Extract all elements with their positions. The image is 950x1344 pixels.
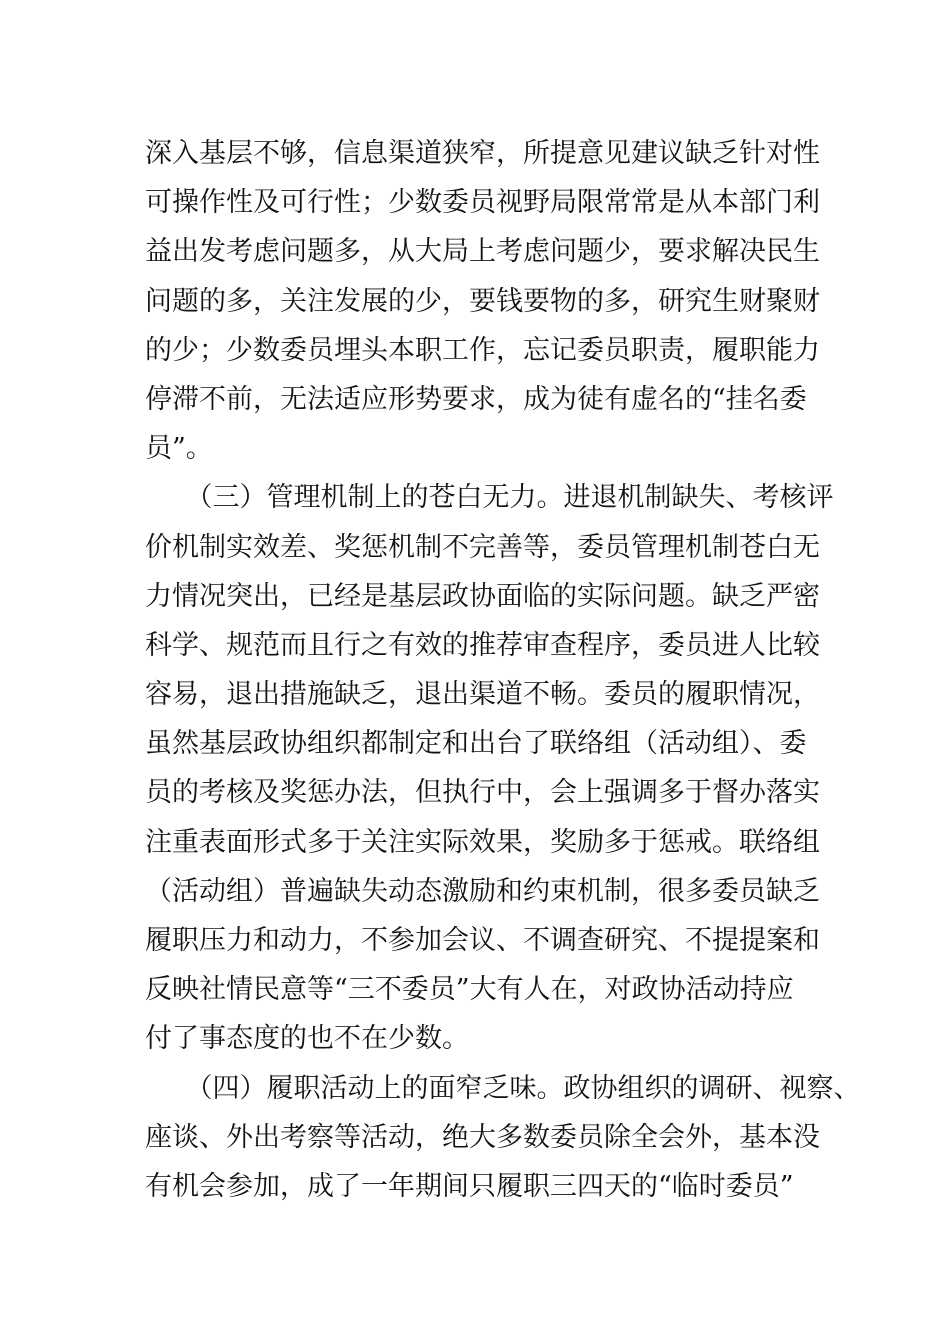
text-line: 可操作性及可行性；少数委员视野局限常常是从本部门利 (145, 187, 820, 219)
text-line: 员的考核及奖惩办法，但执行中，会上强调多于督办落实 (145, 777, 820, 809)
text-line: （活动组）普遍缺失动态激励和约束机制，很多委员缺乏 (145, 875, 820, 907)
section-heading-line: （四）履职活动上的面窄乏味。政协组织的调研、视察、 (145, 1072, 861, 1104)
section-heading-line: （三）管理机制上的苍白无力。进退机制缺失、考核评 (145, 482, 834, 514)
text-line: 座谈、外出考察等活动，绝大多数委员除全会外，基本没 (145, 1121, 820, 1153)
text-line: 科学、规范而且行之有效的推荐审查程序，委员进人比较 (145, 629, 820, 661)
text-line: 力情况突出，已经是基层政协面临的实际问题。缺乏严密 (145, 580, 820, 612)
text-line: 虽然基层政协组织都制定和出台了联络组（活动组）、委 (145, 728, 807, 760)
document-body (145, 129, 861, 1211)
text-line: 履职压力和动力，不参加会议、不调查研究、不提提案和 (145, 925, 820, 956)
text-line: 反映社情民意等“三不委员”大有人在，对政协活动持应 (145, 974, 794, 1006)
text-line: 付了事态度的也不在少数。 (145, 1023, 469, 1055)
text-line: 问题的多，关注发展的少，要钱要物的多，研究生财聚财 (145, 285, 820, 317)
text-line: 员”。 (145, 433, 213, 465)
text-line: 深入基层不够，信息渠道狭窄，所提意见建议缺乏针对性 (145, 138, 820, 169)
text-line: 价机制实效差、奖惩机制不完善等，委员管理机制苍白无 (145, 531, 820, 563)
text-line: 注重表面形式多于关注实际效果，奖励多于惩戒。联络组 (145, 826, 820, 858)
text-line: 有机会参加，成了一年期间只履职三四天的“临时委员” (145, 1170, 794, 1202)
text-line: 的少；少数委员埋头本职工作，忘记委员职责，履职能力 (145, 334, 820, 366)
text-line: 停滞不前，无法适应形势要求，成为徒有虚名的“挂名委 (145, 383, 807, 415)
text-line: 容易，退出措施缺乏，退出渠道不畅。委员的履职情况， (145, 679, 820, 711)
text-line: 益出发考虑问题多，从大局上考虑问题少，要求解决民生 (145, 236, 820, 268)
